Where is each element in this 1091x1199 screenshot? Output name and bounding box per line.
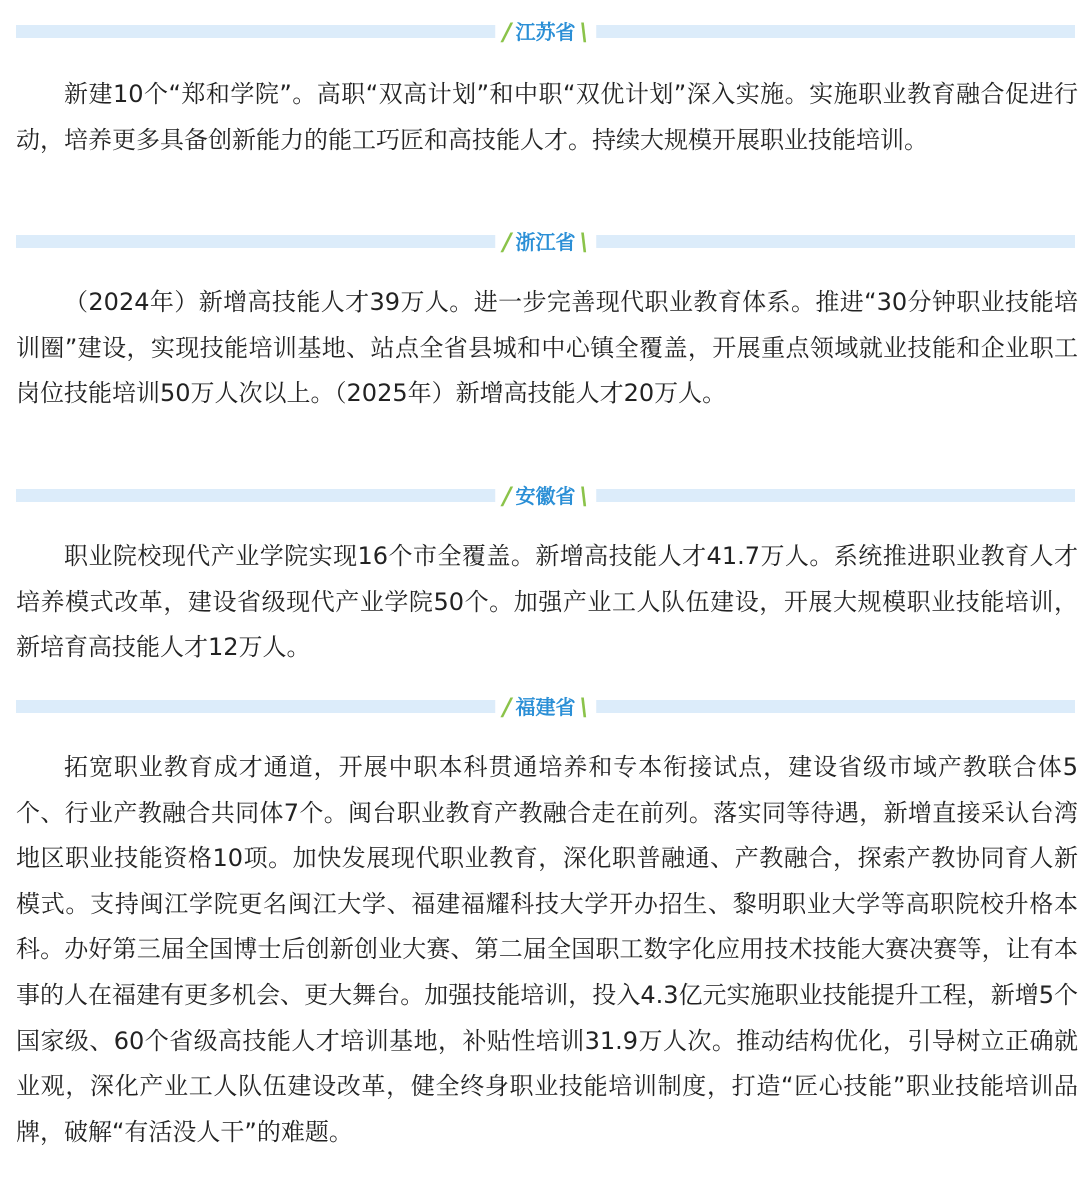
section-title: 安徽省 — [515, 484, 576, 508]
slash-decoration-icon: / — [502, 228, 512, 256]
slash-decoration-icon: / — [502, 482, 512, 510]
slash-decoration-icon: / — [502, 18, 512, 46]
section-body-jiangsu: 新建10个“郑和学院”。高职“双高计划”和中职“双优计划”深入实施。实施职业教育融合促进行动，培养更多具备创新能力的能工巧匠和高技能人才。持续大规模开展职业技能培训。 — [16, 80, 1078, 154]
section-title: 福建省 — [515, 695, 576, 719]
section-header-jiangsu — [16, 17, 1075, 47]
section-header-anhui — [16, 481, 1075, 511]
section-body-fujian: 拓宽职业教育成才通道，开展中职本科贯通培养和专本衔接试点，建设省级市域产教联合体5个、行业产教融合共同体7个。闽台职业教育产教融合走在前列。落实同等待遇，新增直接采认台湾地区职业技能资格10项。加快发展现代职业教育，深化职普融通、产教融合，探索产教协同育人新模式。支持闽江学院更名闽江大学、福建福耀科技大学开办招生、黎明职业大学等高职院校升格本科。办好第三届全国博士后创新创业大赛、第二届全国职工数字化应用技术技能大赛决赛等，让有本事的人在福建有更多机会、更大舞台。加强技能培训，投入4.3亿元实施职业技能提升工程，新增5个国家级、60个省级高技能人才培训基地，补贴性培训31.9万人次。推动结构优化，引导树立正确就业观，深化产业工人队伍建设改革，健全终身职业技能培训制度，打造“匠心技能”职业技能培训品牌，破解“有活没人干”的难题。 — [16, 753, 1078, 1146]
backslash-decoration-icon: \ — [579, 228, 589, 256]
section-body-zhejiang: （2024年）新增高技能人才39万人。进一步完善现代职业教育体系。推进“30分钟职业技能培训圈”建设，实现技能培训基地、站点全省县城和中心镇全覆盖，开展重点领域就业技能和企业职工岗位技能培训50万人次以上。（2025年）新增高技能人才20万人。 — [16, 288, 1078, 408]
section-title: 江苏省 — [515, 20, 576, 44]
slash-decoration-icon: / — [502, 693, 512, 721]
header-label — [495, 227, 597, 257]
section-body-anhui: 职业院校现代产业学院实现16个市全覆盖。新增高技能人才41.7万人。系统推进职业教育人才培养模式改革，建设省级现代产业学院50个。加强产业工人队伍建设，开展大规模职业技能培训，新培育高技能人才12万人。 — [16, 542, 1078, 662]
section-header-zhejiang — [16, 227, 1075, 257]
backslash-decoration-icon: \ — [579, 482, 589, 510]
backslash-decoration-icon: \ — [579, 18, 589, 46]
section-header-fujian — [16, 692, 1075, 722]
header-label — [495, 481, 597, 511]
section-title: 浙江省 — [515, 230, 576, 254]
header-label — [495, 692, 597, 722]
header-label — [495, 17, 597, 47]
backslash-decoration-icon: \ — [579, 693, 589, 721]
